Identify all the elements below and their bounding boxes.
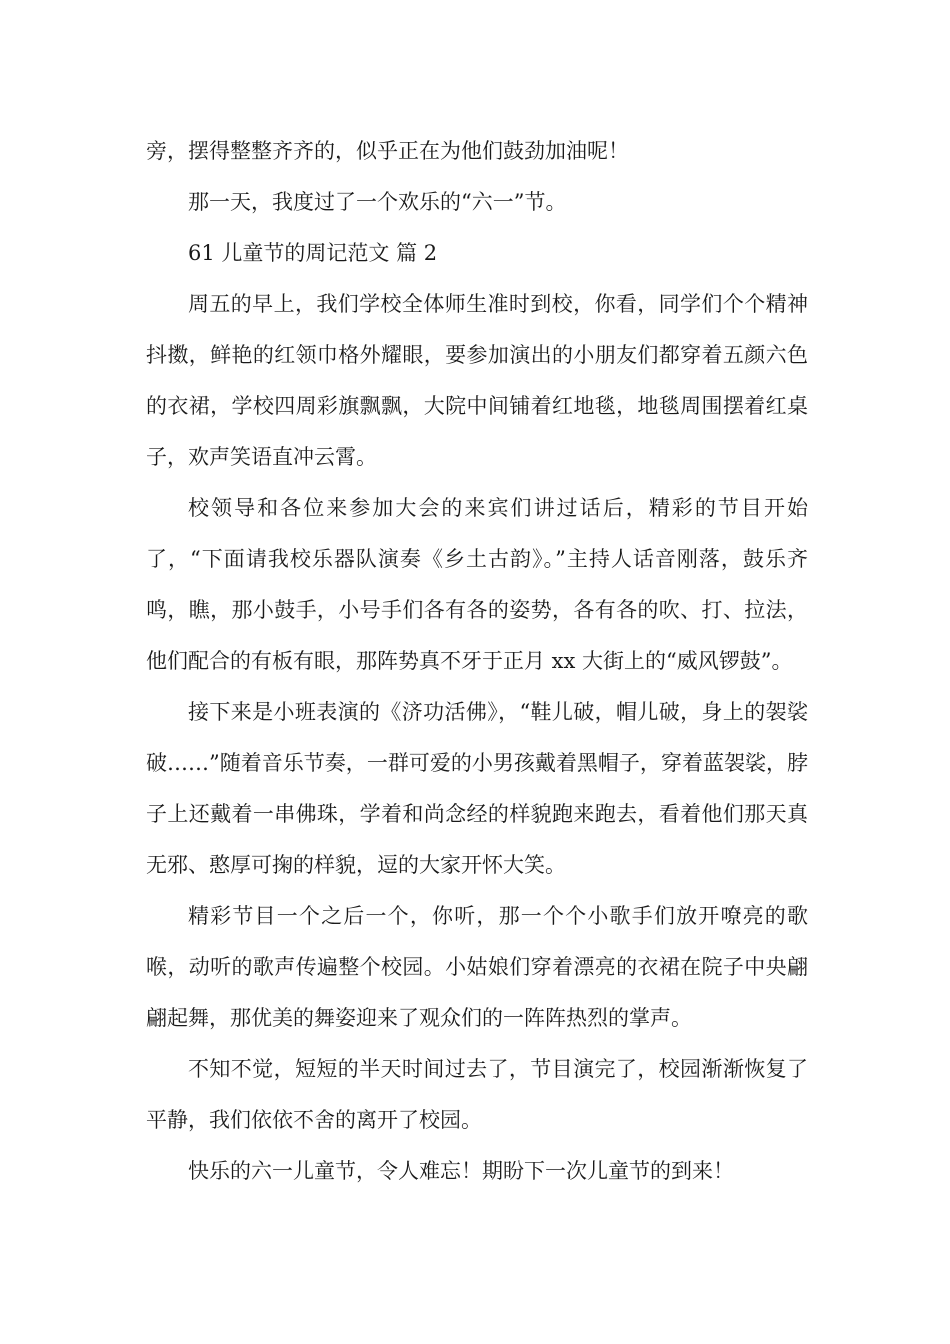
- document-body: [146, 126, 808, 1197]
- paragraph-continued: 旁，摆得整整齐齐的，似乎正在为他们鼓劲加油呢！: [146, 139, 629, 163]
- paragraph: 周五的早上，我们学校全体师生准时到校，你看，同学们个个精神抖擞，鲜艳的红领巾格外耀眼，要参加演出的小朋友们都穿着五颜六色的衣裙，学校四周彩旗飘飘，大院中间铺着红地毯，地毯周围摆着红桌子，欢声笑语直冲云霄。: [146, 292, 808, 469]
- paragraph-closing: 那一天，我度过了一个欢乐的“六一”节。: [188, 190, 567, 214]
- paragraph: 接下来是小班表演的《济功活佛》，“鞋儿破，帽儿破，身上的袈裟破……”随着音乐节奏，一群可爱的小男孩戴着黑帽子，穿着蓝袈裟，脖子上还戴着一串佛珠，学着和尚念经的样貌跑来跑去，看着他们那天真无邪、憨厚可掬的样貌，逗的大家开怀大笑。: [146, 700, 808, 877]
- paragraph: 精彩节目一个之后一个，你听，那一个个小歌手们放开嘹亮的歌喉，动听的歌声传遍整个校园。小姑娘们穿着漂亮的衣裙在院子中央翩翩起舞，那优美的舞姿迎来了观众们的一阵阵热烈的掌声。: [146, 904, 808, 1030]
- paragraph: 校领导和各位来参加大会的来宾们讲过话后，精彩的节目开始了，“下面请我校乐器队演奏《乡土古韵》。”主持人话音刚落，鼓乐齐鸣，瞧，那小鼓手，小号手们各有各的姿势，各有各的吹、打、拉法，他们配合的有板有眼，那阵势真不牙于正月 xx 大街上的“威风锣鼓”。: [146, 496, 808, 673]
- paragraph: 快乐的六一儿童节，令人难忘！期盼下一次儿童节的到来！: [188, 1159, 734, 1183]
- paragraph: 不知不觉，短短的半天时间过去了，节目演完了，校园渐渐恢复了平静，我们依依不舍的离开了校园。: [146, 1057, 808, 1132]
- section-heading: 61 儿童节的周记范文 篇 2: [188, 241, 438, 265]
